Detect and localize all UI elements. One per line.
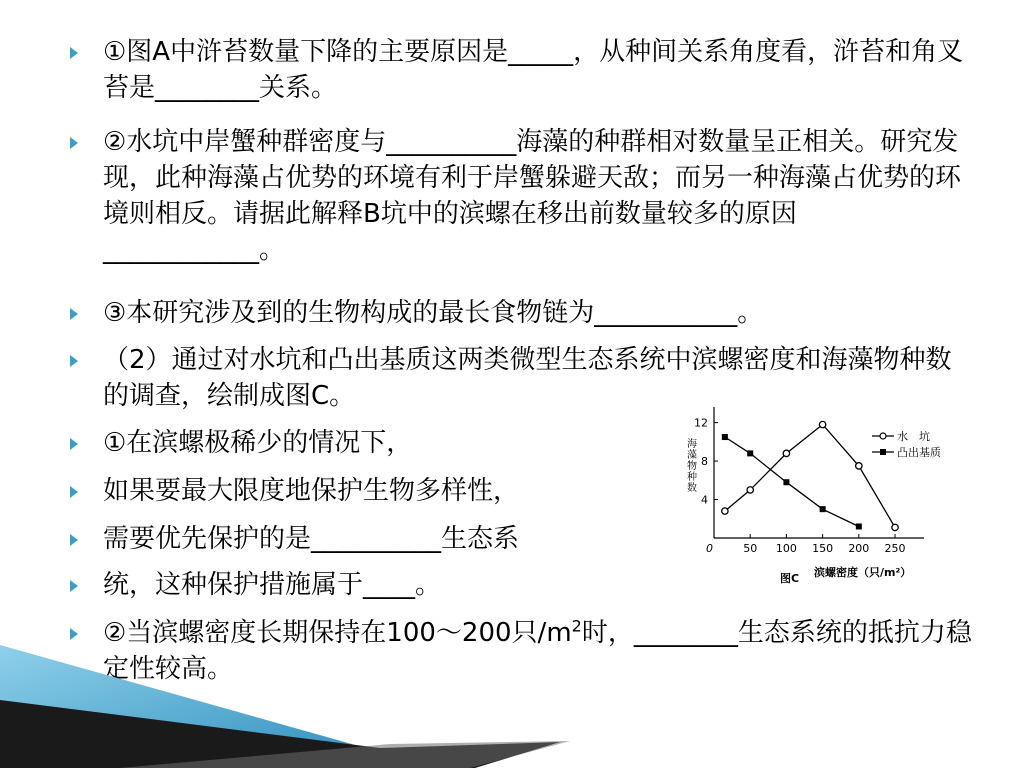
x-tick-label: 50 bbox=[743, 542, 758, 555]
bullet-text: 需要优先保护的是__________生态系 bbox=[103, 524, 520, 554]
y-tick-label: 8 bbox=[701, 455, 708, 469]
series-line-0 bbox=[725, 425, 895, 528]
data-point bbox=[747, 487, 753, 493]
bullet-arrow-icon bbox=[70, 580, 78, 592]
bullet-text: ①图A中浒苔数量下降的主要原因是_____，从种间关系角度看，浒苔和角叉苔是________关系。 bbox=[103, 37, 964, 103]
data-point bbox=[722, 434, 728, 440]
bullet-text: ②水坑中岸蟹种群密度与__________海藻的种群相对数量呈正相关。研究发现，此种海藻占优势的环境有利于岸蟹躲避天敌；而另一种海藻占优势的环境则相反。请据此解释B坑中的滨螺在移出前数量较多的原因____________。 bbox=[103, 127, 962, 265]
corner-decoration bbox=[0, 640, 1024, 768]
last-bullet-superscript: 2 bbox=[571, 616, 582, 636]
y-axis-title: 海藻物种数 bbox=[684, 438, 696, 493]
bullet-arrow-icon bbox=[70, 47, 78, 59]
data-point bbox=[892, 524, 898, 530]
bullet-arrow-icon bbox=[70, 628, 78, 640]
legend-label: 凸出基质 bbox=[897, 446, 941, 459]
bullet-text: （2）通过对水坑和凸出基质这两类微型生态系统中滨螺密度和海藻物种数的调查，绘制成图C。 bbox=[103, 345, 952, 411]
legend-marker bbox=[880, 449, 886, 455]
bullet-text: 统，这种保护措施属于____。 bbox=[103, 570, 442, 600]
origin-label: 0 bbox=[706, 542, 713, 555]
bullet-text: 如果要最大限度地保护生物多样性， bbox=[103, 476, 520, 506]
y-tick-label: 4 bbox=[701, 493, 708, 507]
legend-marker bbox=[880, 433, 886, 439]
x-tick-label: 150 bbox=[812, 542, 834, 555]
chart-caption: 图C bbox=[780, 572, 800, 585]
series-line-1 bbox=[725, 437, 859, 527]
chart-figure-c bbox=[676, 400, 951, 592]
data-point bbox=[783, 479, 789, 485]
bullet-arrow-icon bbox=[70, 308, 78, 320]
x-tick-label: 200 bbox=[848, 542, 870, 555]
bullet-text: ①在滨螺极稀少的情况下， bbox=[103, 428, 413, 458]
bullet-text: ③本研究涉及到的生物构成的最长食物链为___________。 bbox=[103, 298, 764, 328]
bullet-arrow-icon bbox=[70, 137, 78, 149]
last-bullet-before: ②当滨螺密度长期保持在100～200只/m bbox=[103, 618, 572, 648]
bullet-arrow-icon bbox=[70, 486, 78, 498]
y-tick-label: 12 bbox=[694, 416, 708, 430]
last-bullet-after: 时，________生态系统的抵抗力稳定性较高。 bbox=[103, 618, 972, 684]
data-point bbox=[783, 450, 789, 456]
data-point bbox=[856, 463, 862, 469]
data-point bbox=[856, 523, 862, 529]
bullet-arrow-icon bbox=[70, 355, 78, 367]
bullet-arrow-icon bbox=[70, 438, 78, 450]
x-tick-label: 100 bbox=[775, 542, 797, 555]
bullet-arrow-icon bbox=[70, 534, 78, 546]
x-tick-label: 250 bbox=[884, 542, 906, 555]
data-point bbox=[747, 450, 753, 456]
data-point bbox=[722, 508, 728, 514]
legend-label: 水 坑 bbox=[897, 430, 930, 443]
data-point bbox=[820, 506, 826, 512]
data-point bbox=[819, 421, 825, 427]
x-axis-title: 滨螺密度（只/m²） bbox=[814, 566, 912, 579]
